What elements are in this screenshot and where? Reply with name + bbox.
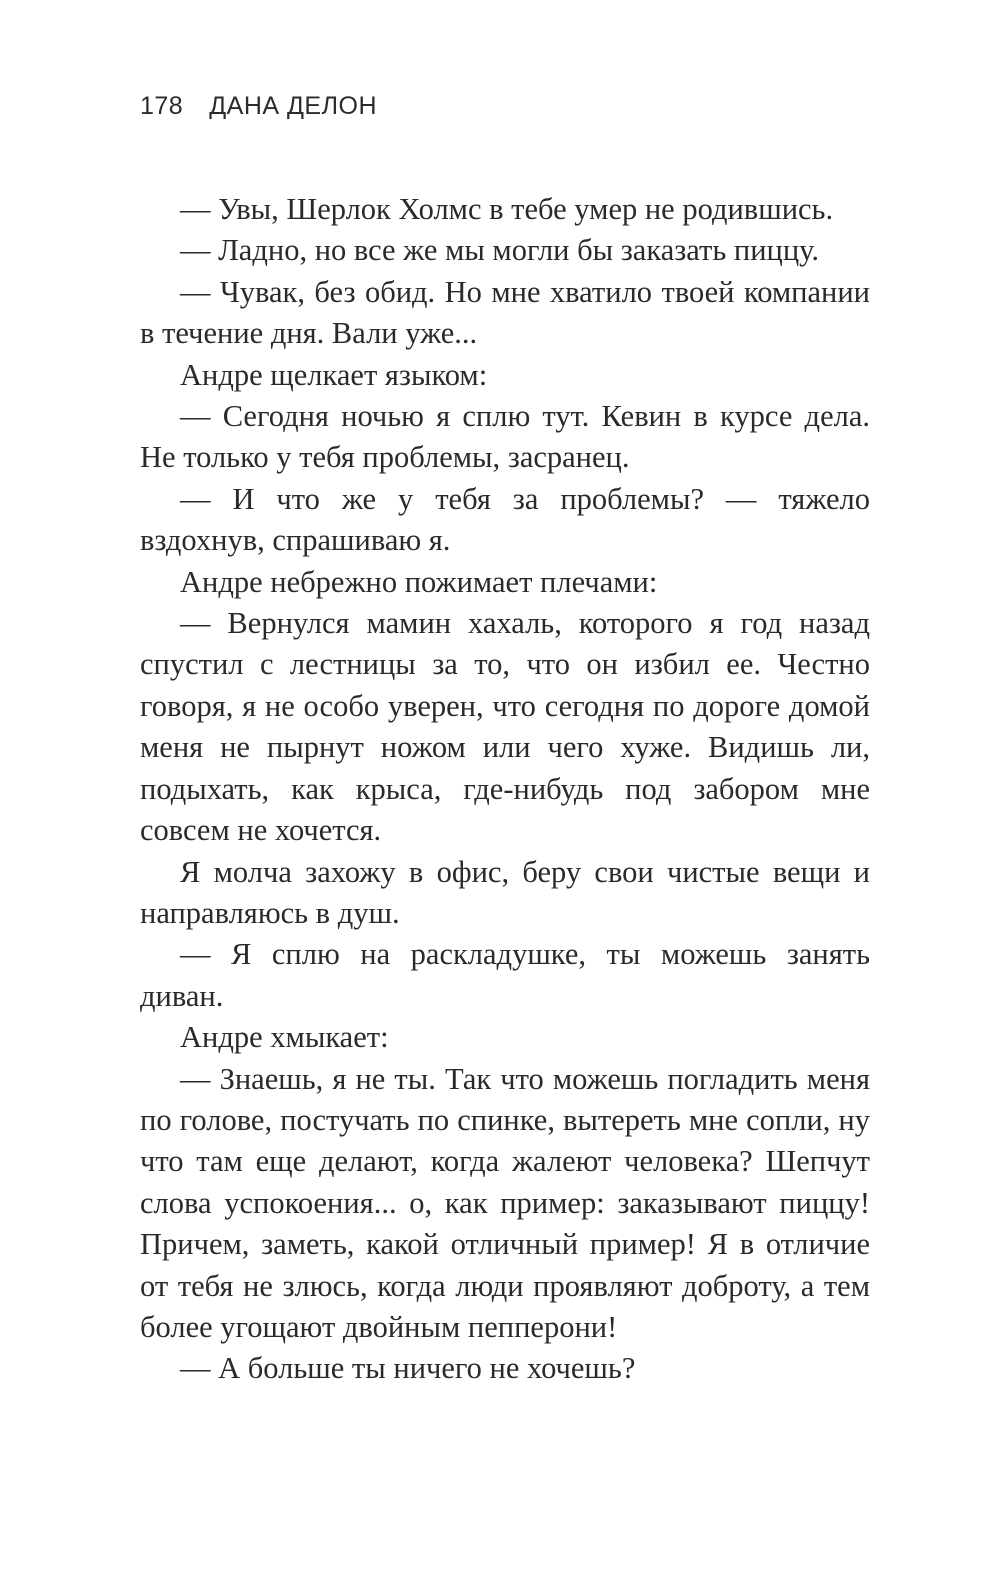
paragraph: — А больше ты ничего не хочешь? bbox=[180, 1351, 636, 1386]
paragraph: — Ладно, но все же мы могли бы заказать пиццу. bbox=[180, 233, 819, 268]
paragraph: — Я сплю на раскладушке, ты можешь занять диван. bbox=[140, 937, 870, 1013]
paragraph: — Сегодня ночью я сплю тут. Кевин в курсе дела. Не только у тебя проблемы, засранец. bbox=[140, 399, 870, 475]
page-number: 178 bbox=[140, 92, 184, 120]
paragraph: Андре хмыкает: bbox=[180, 1020, 389, 1055]
author-name: ДАНА ДЕЛОН bbox=[209, 92, 378, 120]
paragraph: — Чувак, без обид. Но мне хватило твоей компании в течение дня. Вали уже... bbox=[140, 274, 870, 351]
body-text bbox=[140, 189, 870, 1390]
paragraph: — И что же у тебя за проблемы? — тяжело вздохнув, спрашиваю я. bbox=[140, 481, 870, 558]
paragraph: Андре небрежно пожимает плечами: bbox=[180, 564, 658, 599]
paragraph: — Знаешь, я не ты. Так что можешь погладить меня по голове, постучать по спинке, вытереть мне сопли, ну что там еще делают, когда жалеют человека? Шепчут слова успокоения... о, как пример: заказывают пиццу! Причем, заметь, какой отличный пример! Я в отличие от тебя не злюсь, когда люди проявляют доброту, а тем более угощают двойным пепперони! bbox=[140, 1061, 870, 1344]
paragraph: Я молча захожу в офис, беру свои чистые вещи и направляюсь в душ. bbox=[140, 854, 870, 930]
paragraph: — Вернулся мамин хахаль, которого я год назад спустил с лестницы за то, что он избил ее. Честно говоря, я не особо уверен, что сегодня по дороге домой меня не пырнут ножом или чего хуже. Видишь ли, подыхать, как крыса, где-нибудь под забором мне совсем не хочется. bbox=[140, 606, 870, 848]
running-head bbox=[140, 92, 377, 121]
paragraph: Андре щелкает языком: bbox=[180, 357, 488, 392]
paragraph: — Увы, Шерлок Холмс в тебе умер не родившись. bbox=[180, 192, 834, 226]
